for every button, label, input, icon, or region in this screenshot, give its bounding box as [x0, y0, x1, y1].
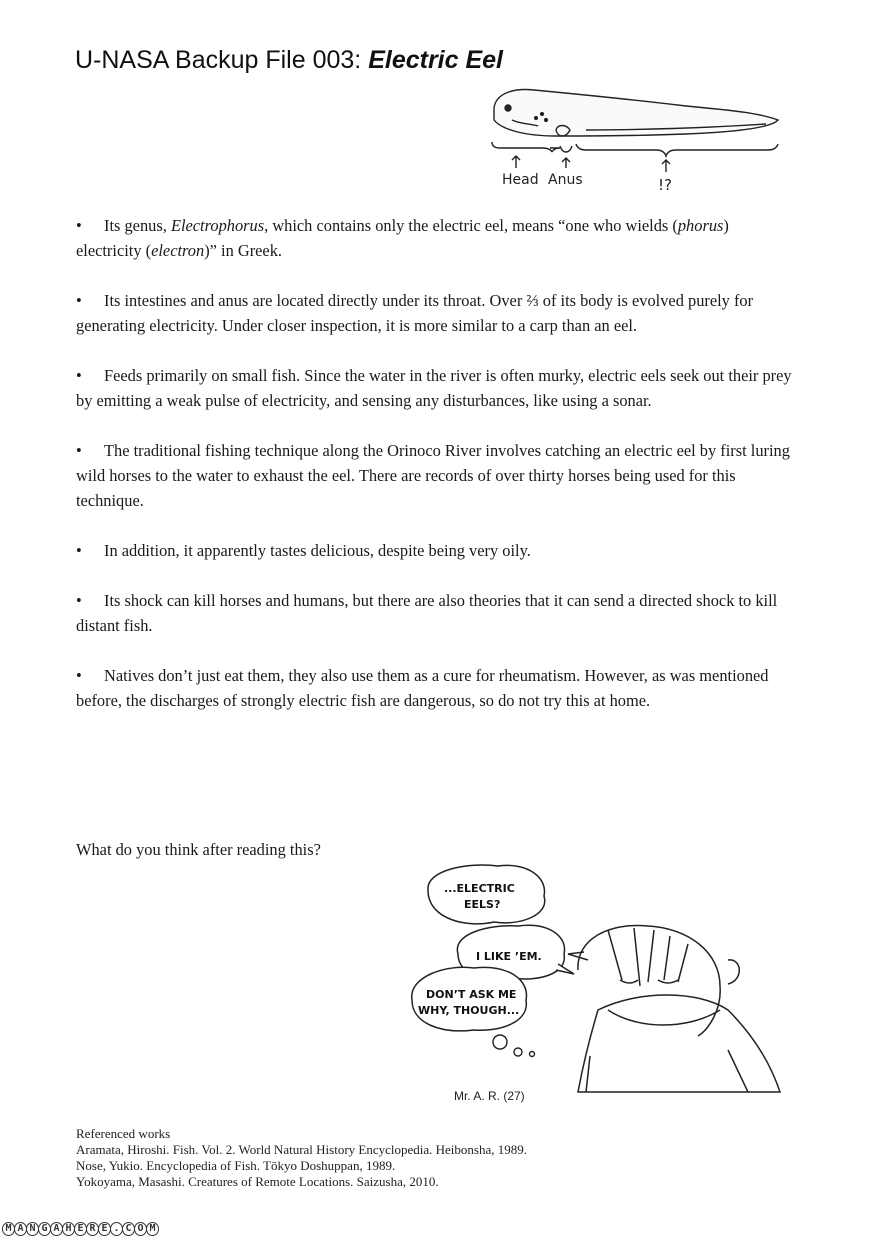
- fact-text: In addition, it apparently tastes delicious, despite being very oily.: [104, 541, 531, 560]
- bullet-marker: •: [76, 591, 82, 610]
- fact-item-2: [76, 288, 796, 338]
- bullet-marker: •: [76, 291, 82, 310]
- watermark-char: O: [134, 1222, 147, 1236]
- bullet-marker: •: [76, 666, 82, 685]
- fact-text: )” in Greek.: [204, 241, 283, 260]
- watermark: [2, 1222, 158, 1236]
- fact-text: ) electricity (: [76, 216, 729, 260]
- fact-item-7: [76, 663, 796, 713]
- watermark-char: M: [146, 1222, 159, 1236]
- thought-line-1: DON’T ASK ME: [426, 988, 517, 1001]
- fact-text: Its genus,: [104, 216, 171, 235]
- references-heading: Referenced works: [76, 1126, 171, 1141]
- fact-item-5: [76, 538, 796, 563]
- bullet-marker: •: [76, 366, 82, 385]
- electric-eel-diagram: [486, 80, 786, 198]
- watermark-char: R: [86, 1222, 99, 1236]
- comic-caption: Mr. A. R. (27): [454, 1089, 525, 1103]
- reference-item: Aramata, Hiroshi. Fish. Vol. 2. World Natural History Encyclopedia. Heibonsha, 1989.: [76, 1142, 528, 1157]
- page-title: [75, 46, 503, 75]
- diagram-label-head: Head: [502, 172, 539, 188]
- title-emphasis: Electric Eel: [368, 46, 504, 74]
- fact-text: Its intestines and anus are located directly under its throat. Over ⅔ of its body is evolved purely for generating electricity. Under closer inspection, it is more similar to a carp than an eel.: [76, 291, 754, 335]
- fact-italic: electron: [151, 241, 205, 260]
- watermark-char: A: [14, 1222, 27, 1236]
- thought-bubble: [412, 967, 535, 1056]
- watermark-char: E: [98, 1222, 111, 1236]
- fact-list: [76, 213, 796, 738]
- diagram-label-anus: Anus: [548, 172, 583, 188]
- watermark-char: A: [50, 1222, 63, 1236]
- watermark-char: E: [74, 1222, 87, 1236]
- bullet-marker: •: [76, 541, 82, 560]
- watermark-char: H: [62, 1222, 75, 1236]
- bubble-1-line-1: ...ELECTRIC: [444, 882, 515, 895]
- diagram-label-body: !?: [658, 176, 672, 194]
- fact-item-3: [76, 363, 796, 413]
- comic-panel: [408, 860, 788, 1110]
- watermark-char: G: [38, 1222, 51, 1236]
- electric-eel-icon: [492, 90, 778, 172]
- fact-item-1: [76, 213, 796, 263]
- fact-text: Natives don’t just eat them, they also use them as a cure for rheumatism. However, as was mentioned before, the discharges of strongly electric fish are dangerous, so do not try this at home.: [76, 666, 769, 710]
- reference-item: Nose, Yukio. Encyclopedia of Fish. Tōkyo Doshuppan, 1989.: [76, 1158, 396, 1173]
- fact-text: , which contains only the electric eel, means “one who wields (: [264, 216, 678, 235]
- reference-item: Yokoyama, Masashi. Creatures of Remote Locations. Saizusha, 2010.: [76, 1174, 439, 1189]
- fact-text: Feeds primarily on small fish. Since the water in the river is often murky, electric eels seek out their prey by emitting a weak pulse of electricity, and sensing any disturbances, like using a sonar.: [76, 366, 792, 410]
- watermark-char: .: [110, 1222, 123, 1236]
- bullet-marker: •: [76, 216, 82, 235]
- bubble-1-line-2: EELS?: [464, 898, 501, 911]
- watermark-char: N: [26, 1222, 39, 1236]
- thought-line-2: WHY, THOUGH...: [418, 1004, 520, 1017]
- closing-question: What do you think after reading this?: [76, 840, 321, 859]
- fact-item-4: [76, 438, 796, 513]
- watermark-char: M: [2, 1222, 15, 1236]
- fact-item-6: [76, 588, 796, 638]
- bullet-marker: •: [76, 441, 82, 460]
- bubble-2-text: I LIKE ’EM.: [476, 950, 542, 963]
- references-section: [76, 1126, 527, 1190]
- title-prefix: U-NASA Backup File 003:: [75, 46, 369, 74]
- speech-bubble-1: [428, 865, 545, 924]
- fact-italic: phorus: [677, 216, 724, 235]
- fact-text: Its shock can kill horses and humans, but there are also theories that it can send a directed shock to kill distant fish.: [76, 591, 778, 635]
- character-drawing: [568, 925, 780, 1092]
- watermark-char: C: [122, 1222, 135, 1236]
- fact-italic: Electrophorus: [170, 216, 265, 235]
- fact-text: The traditional fishing technique along the Orinoco River involves catching an electric eel by first luring wild horses to the water to exhaust the eel. There are records of over thirty horses being used for this technique.: [76, 441, 790, 510]
